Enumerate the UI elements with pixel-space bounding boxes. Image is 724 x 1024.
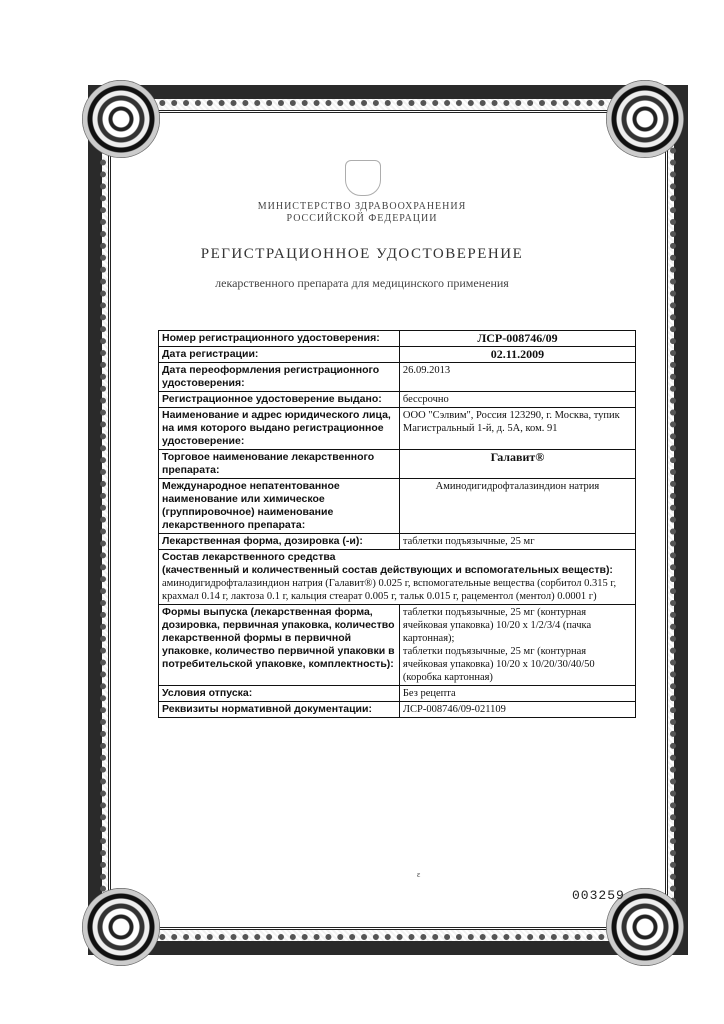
composition-cell <box>159 550 636 605</box>
table-row <box>159 550 636 605</box>
registration-table <box>158 330 636 718</box>
serial-number: 003259 <box>572 888 625 903</box>
document-title: РЕГИСТРАЦИОННОЕ УДОСТОВЕРЕНИЕ <box>200 246 524 262</box>
table-row <box>159 479 636 534</box>
table-row <box>159 363 636 392</box>
scan-speck: ɛ <box>417 870 421 879</box>
trade-name-label: Торговое наименование лекарственного препарата: <box>159 450 400 479</box>
normative-label: Реквизиты нормативной документации: <box>159 702 400 718</box>
form-label: Лекарственная форма, дозировка (-и): <box>159 534 400 550</box>
reg-date-label: Дата регистрации: <box>159 347 400 363</box>
table-row <box>159 534 636 550</box>
table-row <box>159 702 636 718</box>
reissue-date-label: Дата переоформления регистрационного удостоверения: <box>159 363 400 392</box>
corner-rosette-top-right <box>606 80 684 158</box>
release-forms-value-cell <box>399 605 635 686</box>
table-row <box>159 347 636 363</box>
reissue-date-value: 26.09.2013 <box>399 363 635 392</box>
table-row <box>159 450 636 479</box>
table-row <box>159 408 636 450</box>
reg-number-value: ЛСР-008746/09 <box>399 331 635 347</box>
composition-sublabel: (качественный и количественный состав действующих и вспомогательных веществ): <box>162 564 613 576</box>
dispensing-label: Условия отпуска: <box>159 686 400 702</box>
release-forms-value-2: таблетки подъязычные, 25 мг (контурная ячейковая упаковка) 10/20 х 10/20/30/40/50 (коробка картонная) <box>402 646 595 683</box>
normative-value: ЛСР-008746/09-021109 <box>399 702 635 718</box>
dispensing-value: Без рецепта <box>399 686 635 702</box>
composition-value: аминодигидрофталазиндион натрия (Галавит®) 0.025 г, вспомогательные вещества (сорбитол 0.315 г, крахмал 0.14 г, лактоза 0.1 г, кальция стеарат 0.005 г, тальк 0.015 г, рацементол (ментол) 0.0001 г) <box>162 578 617 602</box>
table-row <box>159 331 636 347</box>
composition-label: Состав лекарственного средства <box>162 551 336 563</box>
release-forms-value-1: таблетки подъязычные, 25 мг (контурная ячейковая упаковка) 10/20 х 1/2/3/4 (пачка картонная); <box>402 607 592 644</box>
inn-label: Международное непатентованное наименование или химическое (группировочное) наименование лекарственного препарата: <box>159 479 400 534</box>
issued-value: бессрочно <box>399 392 635 408</box>
coat-of-arms-icon <box>345 160 381 196</box>
trade-name-value: Галавит® <box>399 450 635 479</box>
form-value: таблетки подъязычные, 25 мг <box>399 534 635 550</box>
issued-label: Регистрационное удостоверение выдано: <box>159 392 400 408</box>
inn-value: Аминодигидрофталазиндион натрия <box>399 479 635 534</box>
table-row <box>159 686 636 702</box>
holder-value: ООО "Сэлвим", Россия 123290, г. Москва, тупик Магистральный 1-й, д. 5А, ком. 91 <box>399 408 635 450</box>
table-row <box>159 605 636 686</box>
ministry-line-2: РОССИЙСКОЙ ФЕДЕРАЦИИ <box>286 213 438 224</box>
release-forms-label: Формы выпуска (лекарственная форма, дозировка, первичная упаковка, количество лекарственной формы в первичной упаковке, количество первичной упаковки в потребительской упаковке, комплектность): <box>159 605 400 686</box>
document-subtitle: лекарственного препарата для медицинского применения <box>215 276 509 290</box>
corner-rosette-bottom-left <box>82 888 160 966</box>
ministry-line-1: МИНИСТЕРСТВО ЗДРАВООХРАНЕНИЯ <box>257 201 467 212</box>
corner-rosette-top-left <box>82 80 160 158</box>
holder-label: Наименование и адрес юридического лица, на имя которого выдано регистрационное удостоверение: <box>159 408 400 450</box>
reg-number-label: Номер регистрационного удостоверения: <box>159 331 400 347</box>
table-row <box>159 392 636 408</box>
reg-date-value: 02.11.2009 <box>399 347 635 363</box>
